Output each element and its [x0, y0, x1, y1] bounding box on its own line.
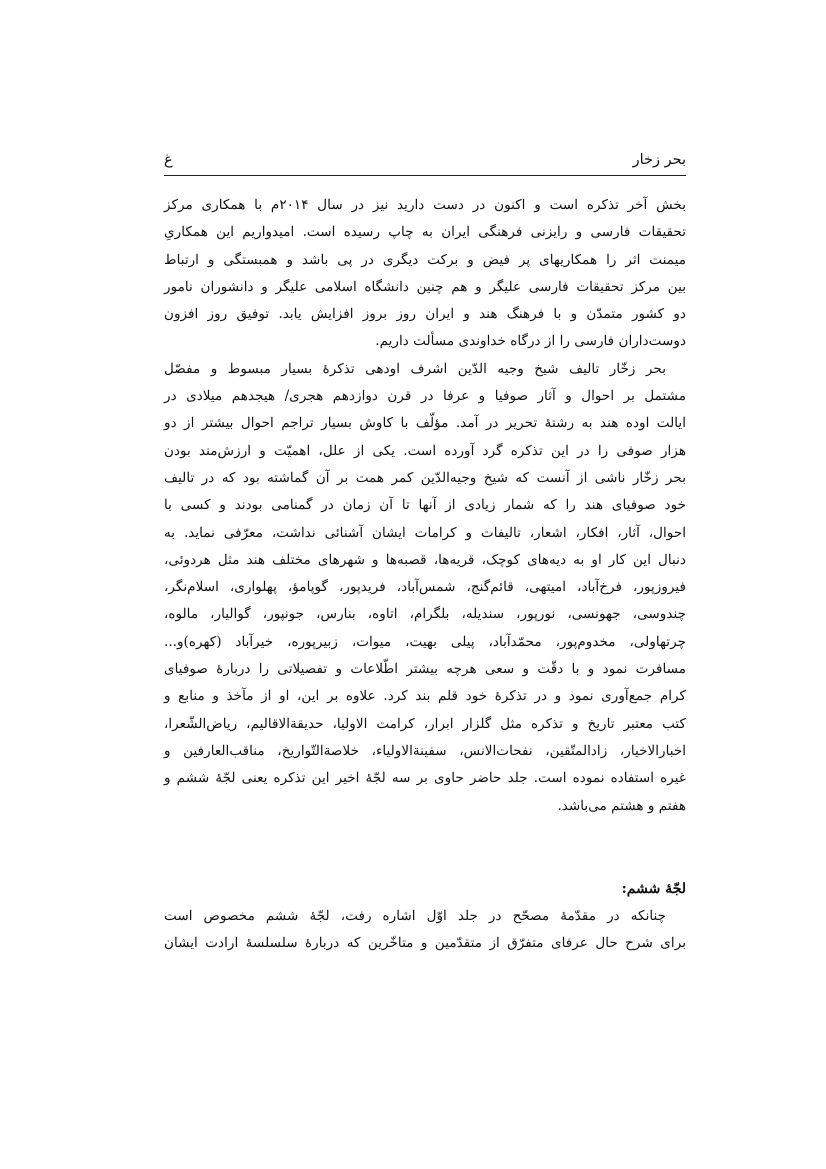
running-title: بحر زخار	[632, 152, 686, 168]
section-body	[164, 903, 686, 958]
text-line: چندوسی، جهونسی، نورپور، سندیله، بلگرام، اتاوه، بنارس، جونپور، گوالیار، مالوه،	[164, 606, 686, 623]
text-line: بخش آخر تذکره است و اکنون در دست دارید نیز در سال ۲۰۱۴م با همکاری مرکز	[164, 197, 686, 213]
text-line: هفتم و هشتم می‌باشد.	[557, 797, 686, 814]
text-line: دنبال این کار او به دیه‌های کوچک، قریه‌ها، قصبه‌ها و شهرهای مختلف هند مثل هردوئی،	[164, 551, 686, 568]
paragraph-1	[164, 192, 686, 356]
text-line: مسافرت نمود و با دقّت و سعی هرچه بیشتر اطّلاعات و تفصیلاتی را دربارهٔ صوفیای	[164, 661, 686, 678]
text-line: چرتهاولی، مخدوم‌پور، محمّدآباد، پیلی بهیت، میوات، زبیرپوره، خیرآباد (کهره)و...	[164, 633, 686, 650]
header-rule	[164, 175, 686, 176]
text-line: اخبارالاخیار، زادالمتّقین، نفحات‌الانس، سفینةالاولیاء، خلاصةالتّواریخ، مناقب‌العارفین و	[164, 742, 686, 759]
text-line: هزار صوفی را در این تذکره گرد آورده است. یکی از علل، اهمیّت و ارزش‌مند بودن	[164, 442, 686, 459]
text-line: غیره استفاده نموده است. جلد حاضر حاوی بر سه لجّهٔ اخیر این تذکره یعنی لجّهٔ ششم و	[164, 770, 686, 787]
text-line: ایالت اوده هند به رشتهٔ تحریر در آمد. مؤلّف با کاوش بسیار تراجم احوال بیشتر از دو	[164, 415, 686, 432]
text-line: میمنت اثر را همکاریهای پر فیض و برکت دیگری در پی باشد و همبستگی و ارتباط	[164, 251, 686, 268]
running-header	[164, 150, 686, 174]
text-line: دوست‌داران فارسی را از درگاه خداوندی مسألت داریم.	[375, 333, 686, 350]
text-line: کرام جمع‌آوری نمود و در تذکرهٔ خود قلم بند کرد. علاوه بر این، او از مآخذ و منابع و	[164, 688, 686, 705]
text-line: بحر زخّار ناشی از آنست که شیخ وجیه‌الدّین کمر همت بر آن گماشته بود که در تالیف	[164, 469, 686, 486]
text-line: کتب معتبر تاریخ و تذکره مثل گلزار ابرار، کرامت الاولیا، حدیقةالاقالیم، ریاض‌الشّعرا،	[164, 715, 686, 732]
text-line: بین مرکز تحقیقات فارسی علیگر و هم چنین دانشگاه اسلامی علیگر و دانشوران نامور	[164, 278, 686, 295]
text-line: مشتمل بر احوال و آثار صوفیا و عرفا در قرن دوازدهم هجری/ هیجدهم میلادی در	[164, 388, 686, 405]
paragraph-2	[164, 356, 686, 820]
body-text	[164, 192, 686, 820]
text-line: بحر زخّار تالیف شیخ وجیه الدّین اشرف اودهی تذکرهٔ بسیار مبسوط و مفصّل	[164, 360, 666, 377]
text-line: چنانکه در مقدّمهٔ مصحّح در جلد اوّل اشاره رفت، لجّهٔ ششم مخصوص است	[164, 908, 666, 924]
text-line: فیروزپور، فرخ‌آباد، امیتهی، قائم‌گنج، شمس‌آباد، فریدپور، گوپامؤ، پهلواری، اسلام‌نگر،	[164, 579, 686, 596]
text-line: خود صوفیای هند را که شمار زیادی از آنها تا آن زمان در گمنامی بودند و کسی با	[164, 497, 686, 514]
page-number: غ	[164, 152, 173, 168]
text-line: برای شرح حال عرفای متفرّق از متقدّمین و متاخّرین که دربارهٔ سلسلسهٔ ارادت ایشان	[164, 935, 686, 952]
text-line: احوال، آثار، افکار، اشعار، تالیفات و کرامات ایشان آشنائی نداشت، معرّفی نماید. به	[164, 524, 686, 541]
text-line: تحقیقات فارسی و رایزنی فرهنگی ایران به چاپ رسیده است. امیدواریم این همکاریِ	[164, 224, 686, 241]
section-heading: لجّهٔ ششم:	[621, 881, 686, 897]
text-line: دو کشور متمدّن و با فرهنگ هند و ایران روز بروز افزایش یابد. توفیق روز افزون	[164, 306, 686, 323]
